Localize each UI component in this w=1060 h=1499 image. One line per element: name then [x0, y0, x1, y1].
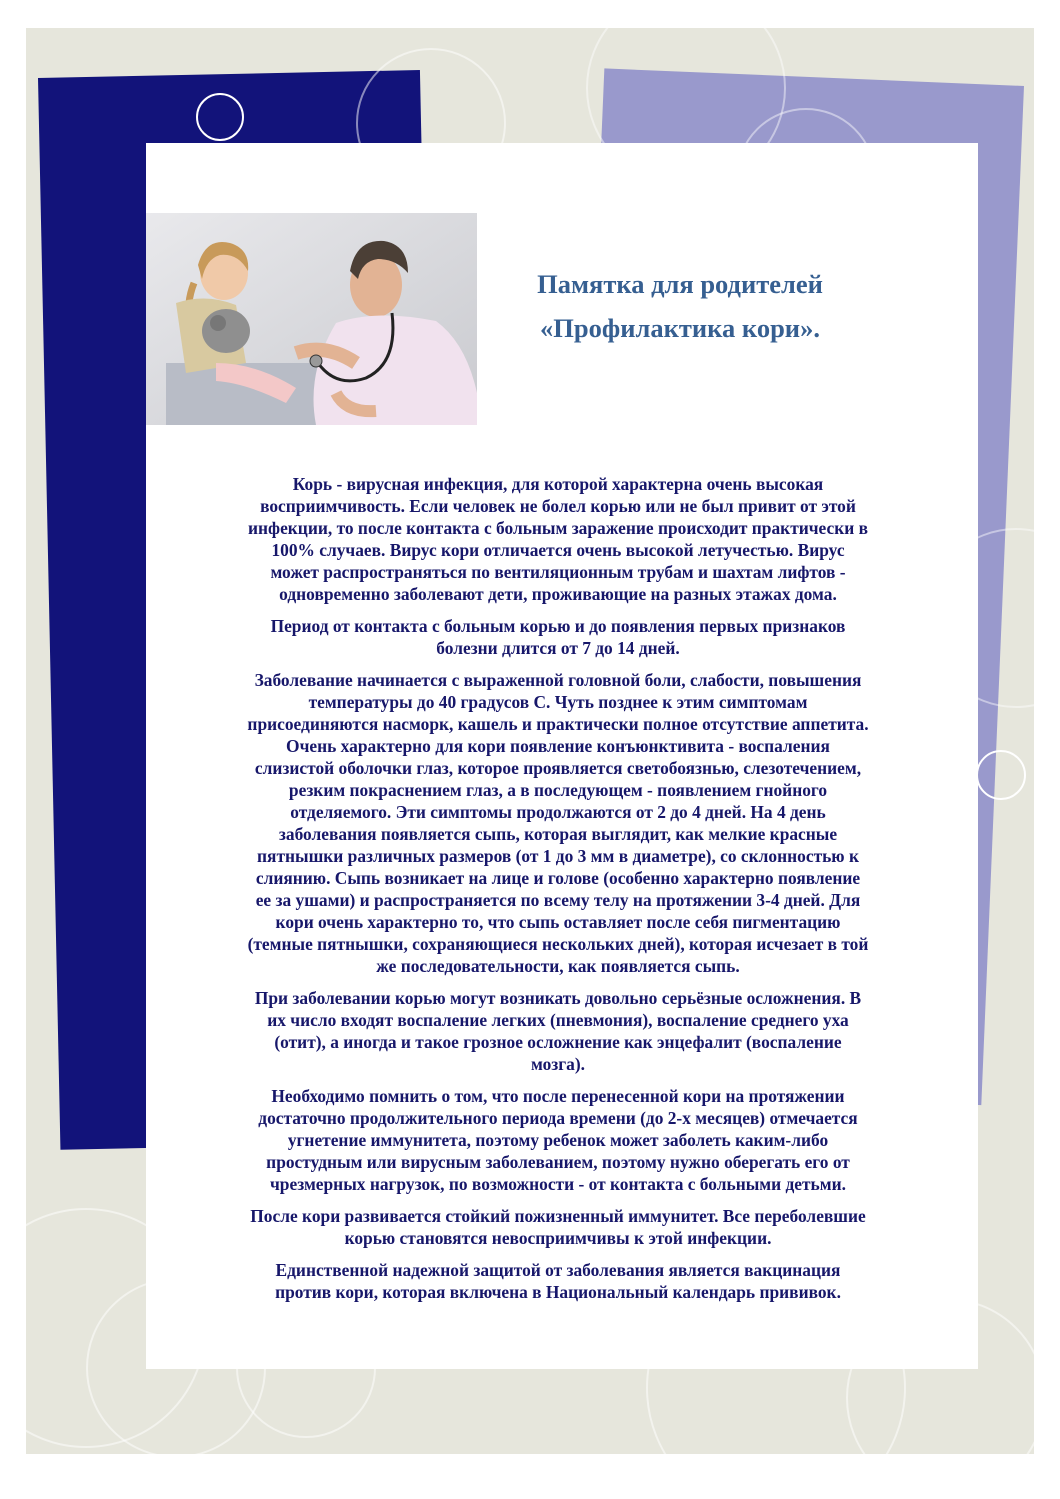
paragraph-line: мозга). — [530, 1054, 586, 1074]
paragraph-line: Единственной надежной защитой от заболевания является вакцинация — [275, 1260, 841, 1280]
paragraph-line: резким покраснением глаз, а в последующем - появлением гнойного — [288, 780, 828, 800]
paragraph-line: присоединяются насморк, кашель и практически полное отсутствие аппетита. — [247, 714, 869, 734]
paragraph — [168, 669, 948, 977]
paragraph-line: температуры до 40 градусов С. Чуть позднее к этим симптомам — [308, 692, 808, 712]
body-text — [168, 473, 948, 1313]
paragraph-line: (отит), а иногда и такое грозное осложнение как энцефалит (воспаление — [274, 1032, 842, 1052]
paragraph-line: одновременно заболевают дети, проживающие на разных этажах дома. — [279, 584, 837, 604]
paragraph-line: Очень характерно для кори появление конъюнктивита - воспаления — [286, 736, 830, 756]
paragraph-line: слизистой оболочки глаз, которое проявляется светобоязнью, слезотечением, — [254, 758, 862, 778]
paragraph-line: Период от контакта с больным корью и до появления первых признаков — [270, 616, 846, 636]
paragraph-line: отделяемого. Эти симптомы продолжаются от 2 до 4 дней. На 4 день — [290, 802, 826, 822]
paragraph — [168, 473, 948, 605]
paragraph — [168, 1205, 948, 1249]
paragraph-line: угнетение иммунитета, поэтому ребенок может заболеть каким-либо — [287, 1130, 829, 1150]
paragraph-line: заболевания появляется сыпь, которая выглядит, как мелкие красные — [278, 824, 838, 844]
paragraph-line: же последовательности, как появляется сыпь. — [376, 956, 740, 976]
title-line: «Профилактика кори». — [540, 313, 820, 343]
paragraph-line: Необходимо помнить о том, что после перенесенной кори на протяжении — [271, 1086, 845, 1106]
paragraph-line: кори очень характерно то, что сыпь оставляет после себя пигментацию — [275, 912, 841, 932]
paragraph-line: простудным или вирусным заболеванием, поэтому нужно оберегать его от — [266, 1152, 850, 1172]
paragraph-line: После кори развивается стойкий пожизненный иммунитет. Все переболевшие — [250, 1206, 866, 1226]
paragraph-line: ее за ушами) и распространяется по всему телу на протяжении 3-4 дней. Для — [255, 890, 861, 910]
paragraph-line: корью становятся невосприимчивы к этой инфекции. — [344, 1228, 772, 1248]
paragraph-line: против кори, которая включена в Национальный календарь прививок. — [275, 1282, 841, 1302]
paragraph-line: восприимчивость. Если человек не болел корью или не был привит от этой — [260, 496, 856, 516]
title-line: Памятка для родителей — [537, 269, 823, 299]
paragraph — [168, 987, 948, 1075]
paragraph-line: При заболевании корью могут возникать довольно серьёзные осложнения. В — [254, 988, 862, 1008]
decor-circle — [976, 750, 1026, 800]
paragraph-line: может распространяться по вентиляционным трубам и шахтам лифтов - — [270, 562, 846, 582]
paragraph-line: слиянию. Сыпь возникает на лице и голове (особенно характерно появление — [255, 868, 861, 888]
paragraph-line: Корь - вирусная инфекция, для которой характерна очень высокая — [292, 474, 824, 494]
paragraph-line: болезни длится от 7 до 14 дней. — [436, 638, 680, 658]
paragraph-line: их число входят воспаление легких (пневмония), воспаление среднего уха — [267, 1010, 849, 1030]
paragraph-line: инфекции, то после контакта с больным заражение происходит практически в — [248, 518, 868, 538]
page-title — [490, 262, 870, 350]
paragraph-line: пятнышки различных размеров (от 1 до 3 мм в диаметре), со склонностью к — [257, 846, 859, 866]
decor-circle — [196, 93, 244, 141]
doctor-examining-child-photo — [146, 213, 477, 425]
paragraph-line: Заболевание начинается с выраженной головной боли, слабости, повышения — [254, 670, 862, 690]
paragraph — [168, 1259, 948, 1303]
paragraph-line: (темные пятнышки, сохраняющиеся нескольких дней), которая исчезает в той — [247, 934, 869, 954]
paragraph-line: 100% случаев. Вирус кори отличается очень высокой летучестью. Вирус — [271, 540, 845, 560]
paragraph — [168, 615, 948, 659]
paragraph — [168, 1085, 948, 1195]
paragraph-line: чрезмерных нагрузок, по возможности - от контакта с больными детьми. — [270, 1174, 846, 1194]
paragraph-line: достаточно продолжительного периода времени (до 2-х месяцев) отмечается — [258, 1108, 858, 1128]
